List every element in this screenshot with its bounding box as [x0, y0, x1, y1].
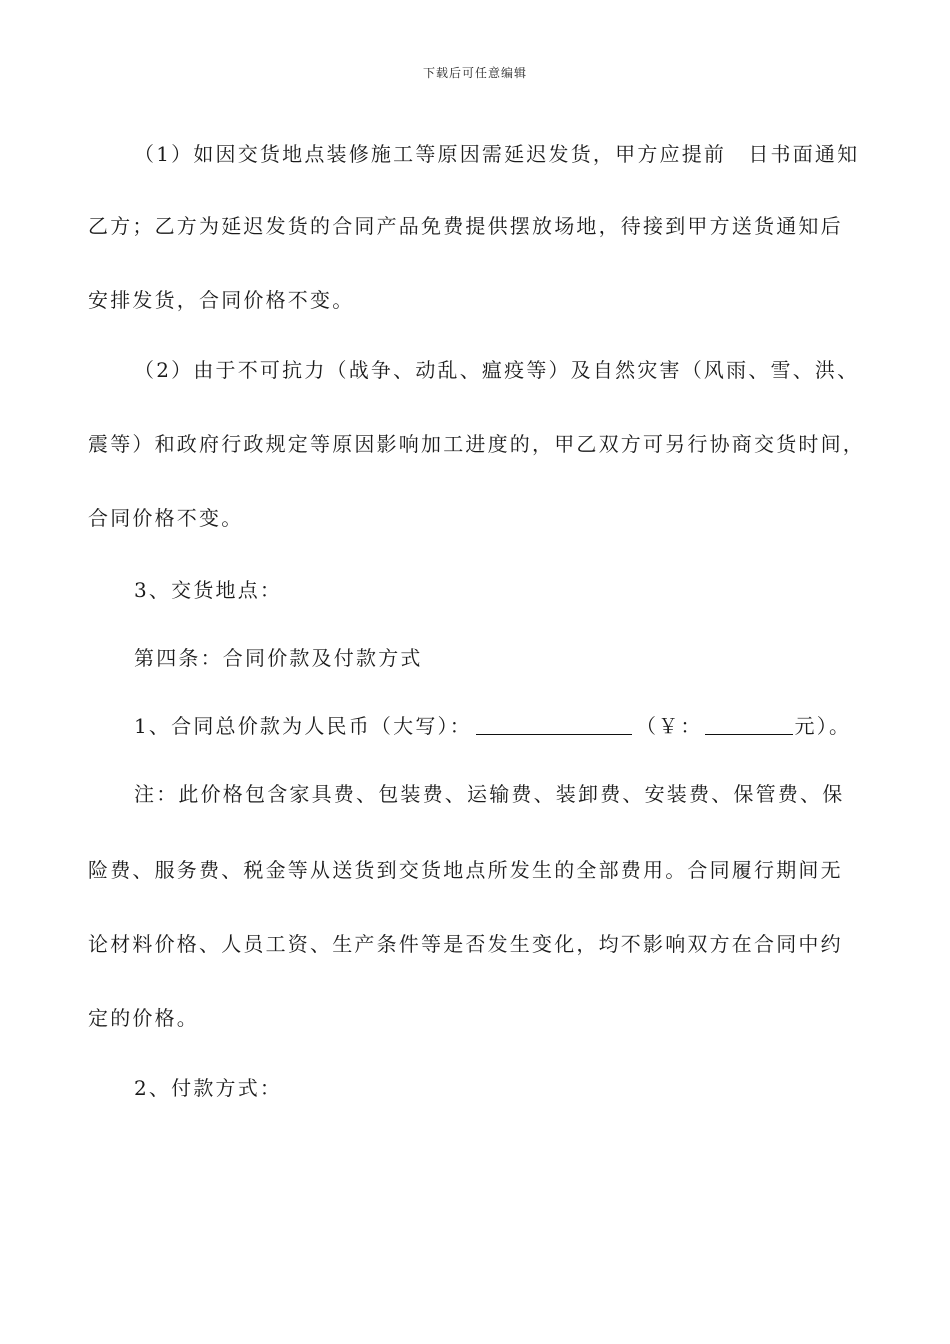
note-line-1: 注：此价格包含家具费、包装费、运输费、装卸费、安装费、保管费、保: [134, 782, 845, 806]
page-header: 下载后可任意编辑: [422, 66, 527, 80]
note-line-4: 定的价格。: [88, 1006, 199, 1030]
clause-2-line-3: 合同价格不变。: [88, 506, 244, 530]
payment-method-label: 2、付款方式：: [134, 1076, 283, 1100]
price-in-words-blank[interactable]: [476, 712, 632, 735]
total-price-prefix: 1、合同总价款为人民币（大写）：: [134, 714, 472, 738]
clause-1-line-2: 乙方；乙方为延迟发货的合同产品免费提供摆放场地，待接到甲方送货通知后: [88, 214, 843, 238]
clause-1-line-1: （1）如因交货地点装修施工等原因需延迟发货，甲方应提前 日书面通知: [134, 142, 860, 166]
price-suffix: 元）。: [794, 714, 852, 738]
note-line-2: 险费、服务费、税金等从送货到交货地点所发生的全部费用。合同履行期间无: [88, 858, 843, 882]
clause-1-line-3: 安排发货，合同价格不变。: [88, 288, 355, 312]
total-price-line: [134, 712, 851, 740]
clause-2-line-1: （2）由于不可抗力（战争、动乱、瘟疫等）及自然灾害（风雨、雪、洪、: [134, 358, 860, 382]
delivery-place-label: 3、交货地点：: [134, 578, 283, 602]
price-yuan-prefix: （￥：: [635, 714, 703, 738]
note-line-3: 论材料价格、人员工资、生产条件等是否发生变化，均不影响双方在合同中约: [88, 932, 843, 956]
price-in-figures-blank[interactable]: [705, 712, 793, 735]
clause-2-line-2: 震等）和政府行政规定等原因影响加工进度的，甲乙双方可另行协商交货时间，: [88, 432, 865, 456]
article-4-title: 第四条：合同价款及付款方式: [134, 646, 423, 670]
